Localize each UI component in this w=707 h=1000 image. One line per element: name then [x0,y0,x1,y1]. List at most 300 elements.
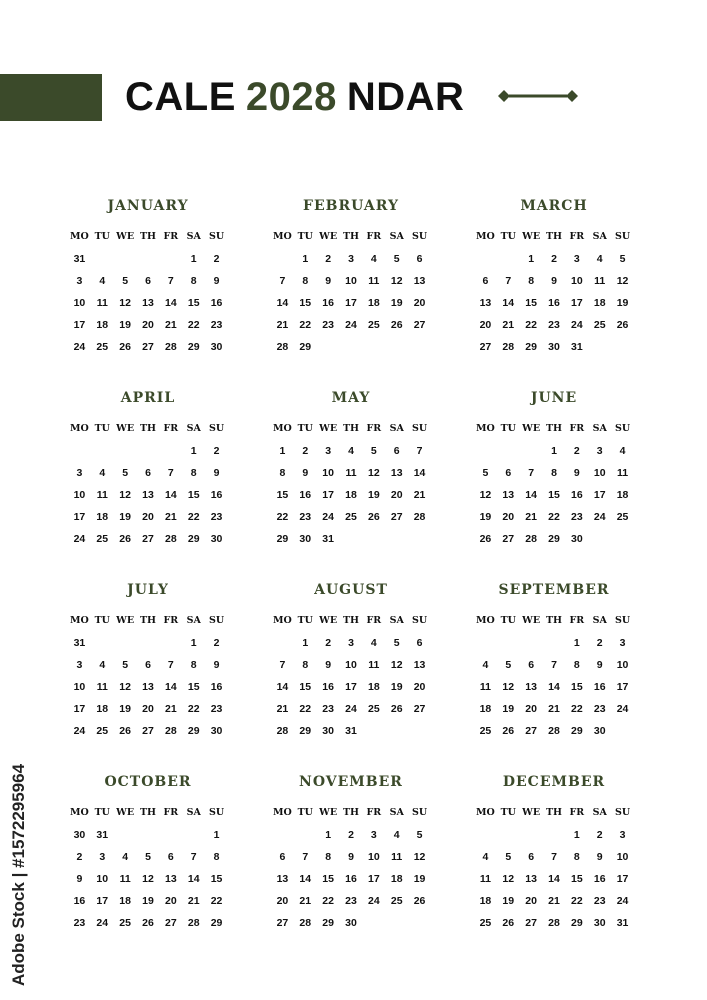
day-cell: 12 [142,873,154,885]
day-cell: 22 [571,703,583,715]
day-cell: 9 [213,467,220,479]
day-cell: 14 [276,681,289,693]
weekday-label: MO [70,807,89,818]
day-cell: 22 [322,895,334,907]
day-cell: 23 [571,511,583,523]
day-cell: 12 [368,467,380,479]
day-cell: 3 [619,637,626,649]
weekday-label: FR [569,807,585,818]
day-cell: 2 [325,253,332,265]
weekday-label: WE [319,807,338,818]
day-cell: 19 [142,895,154,907]
month-january [68,192,228,362]
day-cell: 28 [165,341,177,353]
weekday-label: SU [614,231,631,242]
day-cell: 23 [548,319,560,331]
month-march [474,192,634,362]
day-cell: 6 [145,659,151,671]
weekday-label: TH [545,423,563,434]
day-cell: 16 [210,297,223,309]
day-cell: 18 [368,297,380,309]
empty-day-cell [159,632,182,654]
weekday-label: WE [522,423,541,434]
day-cell: 15 [187,297,200,309]
day-cell: 13 [276,873,289,885]
empty-day-cell [137,824,160,846]
day-cell: 3 [348,637,354,649]
day-cell: 29 [571,725,583,737]
empty-day-cell [91,632,114,654]
day-cell: 19 [616,297,629,309]
day-cell: 23 [593,703,606,715]
empty-day-cell [294,824,317,846]
day-cell: 16 [210,489,223,501]
day-cell: 13 [413,275,426,287]
day-cell: 30 [593,725,606,737]
empty-day-cell [159,824,182,846]
day-cell: 10 [616,659,629,671]
day-cell: 26 [502,725,515,737]
month-october [68,768,228,938]
day-cell: 13 [525,681,537,693]
day-cell: 27 [276,917,289,929]
day-cell: 18 [593,297,606,309]
day-cell: 26 [413,895,426,907]
day-cell: 22 [299,703,312,715]
day-cell: 5 [122,275,129,287]
day-cell: 26 [616,319,629,331]
day-cell: 28 [165,533,177,545]
weekday-label: SU [411,423,428,434]
weekday-label: TH [342,423,360,434]
empty-day-cell [362,528,385,550]
day-cell: 2 [325,637,332,649]
day-cell: 20 [165,895,177,907]
day-cell: 26 [119,341,131,353]
empty-day-cell [385,720,408,742]
day-cell: 22 [548,511,560,523]
day-cell: 11 [479,681,491,693]
watermark [6,755,32,995]
day-cell: 21 [525,511,537,523]
day-cell: 11 [96,681,108,693]
day-cell: 25 [96,725,109,737]
weekday-label: FR [163,615,179,626]
day-cell: 26 [142,917,154,929]
day-cell: 7 [279,275,286,287]
weekday-label: MO [476,231,495,242]
day-cell: 1 [573,637,580,649]
empty-day-cell [497,440,520,462]
day-cell: 23 [210,703,223,715]
day-cell: 20 [525,703,537,715]
weekday-label: TH [139,423,157,434]
day-cell: 2 [302,445,309,457]
weekday-label: FR [366,615,382,626]
weekday-label: WE [116,231,135,242]
day-cell: 17 [73,511,86,523]
day-cell: 7 [528,467,535,479]
day-cell: 25 [345,511,357,523]
empty-day-cell [497,248,520,270]
day-cell: 13 [142,681,154,693]
weekday-label: TH [139,231,157,242]
weekday-label: SA [186,807,201,818]
day-cell: 13 [390,467,403,479]
day-cell: 24 [345,319,357,331]
day-cell: 10 [73,681,86,693]
day-cell: 9 [325,659,332,671]
day-cell: 17 [616,681,629,693]
day-cell: 29 [210,917,223,929]
empty-day-cell [317,336,340,358]
month-august [271,576,431,746]
day-cell: 10 [73,489,86,501]
weekday-label: WE [116,615,135,626]
day-cell: 9 [348,851,354,863]
month-name: MAY [331,390,371,406]
weekday-label: SA [186,231,201,242]
day-cell: 31 [96,829,109,841]
day-cell: 3 [76,275,83,287]
day-cell: 25 [479,725,492,737]
weekday-label: WE [319,231,338,242]
day-cell: 13 [165,873,177,885]
day-cell: 10 [322,467,334,479]
day-cell: 6 [528,659,535,671]
day-cell: 26 [390,703,403,715]
day-cell: 12 [616,275,629,287]
weekday-label: SU [614,423,631,434]
weekday-label: SA [186,615,201,626]
day-cell: 18 [479,895,492,907]
day-cell: 25 [96,341,109,353]
weekday-label: FR [163,807,179,818]
day-cell: 19 [502,895,515,907]
weekday-label: SA [389,231,404,242]
day-cell: 28 [276,341,289,353]
weekday-label: WE [522,615,541,626]
weekday-label: TU [297,807,313,818]
day-cell: 29 [187,533,200,545]
day-cell: 7 [551,659,557,671]
day-cell: 20 [276,895,289,907]
empty-day-cell [497,824,520,846]
day-cell: 23 [210,319,223,331]
empty-day-cell [114,824,137,846]
day-cell: 9 [213,275,220,287]
day-cell: 5 [505,851,512,863]
month-name: JUNE [530,390,578,406]
weekday-label: WE [319,423,338,434]
weekday-label: SU [208,615,225,626]
day-cell: 11 [617,467,629,479]
empty-day-cell [159,248,182,270]
empty-day-cell [474,632,497,654]
empty-day-cell [137,248,160,270]
day-cell: 8 [573,659,580,671]
day-cell: 22 [276,511,289,523]
weekday-label: FR [366,423,382,434]
day-cell: 5 [370,445,377,457]
day-cell: 17 [96,895,109,907]
day-cell: 17 [345,297,357,309]
empty-day-cell [340,336,363,358]
day-cell: 22 [187,703,200,715]
day-cell: 15 [571,873,583,885]
day-cell: 10 [345,659,357,671]
month-december [474,768,634,938]
day-grid [474,610,634,742]
weekday-label: TU [297,231,313,242]
day-cell: 19 [479,511,492,523]
day-cell: 25 [390,895,403,907]
day-cell: 25 [616,511,629,523]
day-cell: 29 [299,725,312,737]
day-cell: 16 [73,895,86,907]
day-cell: 18 [119,895,131,907]
empty-day-cell [543,824,566,846]
day-cell: 7 [551,851,557,863]
day-cell: 4 [482,851,489,863]
weekday-label: MO [70,231,89,242]
day-cell: 21 [165,319,177,331]
weekday-label: SA [389,807,404,818]
day-cell: 12 [502,873,515,885]
day-cell: 10 [73,297,86,309]
day-cell: 15 [187,681,200,693]
empty-day-cell [137,440,160,462]
day-cell: 4 [596,253,603,265]
day-cell: 1 [551,445,557,457]
day-cell: 27 [142,533,154,545]
title-part-1: CALE [125,74,236,119]
weekday-label: FR [569,615,585,626]
day-cell: 2 [213,253,220,265]
day-cell: 27 [525,725,537,737]
day-cell: 19 [390,681,403,693]
day-cell: 2 [596,829,603,841]
day-cell: 21 [276,703,289,715]
day-cell: 20 [413,297,426,309]
day-cell: 25 [96,533,109,545]
day-cell: 3 [596,445,603,457]
day-cell: 27 [525,917,537,929]
day-cell: 29 [299,341,312,353]
day-cell: 14 [413,467,426,479]
day-cell: 4 [393,829,400,841]
weekday-label: SA [186,423,201,434]
day-cell: 19 [119,319,131,331]
weekday-label: TH [545,231,563,242]
day-cell: 23 [210,511,223,523]
empty-day-cell [114,440,137,462]
day-cell: 10 [368,851,380,863]
day-cell: 15 [299,297,312,309]
day-cell: 28 [187,917,200,929]
day-cell: 16 [210,681,223,693]
day-cell: 25 [479,917,492,929]
day-cell: 16 [322,297,334,309]
day-cell: 22 [187,319,200,331]
weekday-label: SU [411,231,428,242]
day-cell: 15 [525,297,537,309]
day-cell: 7 [279,659,286,671]
day-cell: 21 [502,319,515,331]
month-name: SEPTEMBER [498,582,610,598]
weekday-label: TH [342,615,360,626]
day-cell: 24 [593,511,606,523]
weekday-label: WE [116,423,135,434]
day-cell: 5 [482,467,489,479]
day-cell: 6 [145,275,151,287]
weekday-label: SA [592,231,607,242]
day-cell: 11 [96,489,108,501]
empty-day-cell [474,440,497,462]
day-cell: 11 [594,275,606,287]
day-cell: 15 [276,489,289,501]
day-cell: 26 [368,511,380,523]
day-cell: 5 [122,659,129,671]
month-may [271,384,431,554]
weekday-label: MO [273,423,292,434]
empty-day-cell [474,248,497,270]
day-cell: 30 [345,917,357,929]
day-cell: 19 [413,873,426,885]
day-grid [271,802,431,934]
weekday-label: SU [208,231,225,242]
day-cell: 25 [119,917,131,929]
day-cell: 4 [99,659,106,671]
day-cell: 21 [413,489,426,501]
weekday-label: FR [569,423,585,434]
weekday-label: FR [366,231,382,242]
day-cell: 5 [416,829,423,841]
day-cell: 8 [325,851,332,863]
day-cell: 8 [528,275,535,287]
weekday-label: SU [411,807,428,818]
empty-day-cell [114,632,137,654]
weekday-label: TH [342,807,360,818]
day-cell: 14 [299,873,312,885]
day-cell: 5 [393,253,400,265]
weekday-label: TU [500,423,516,434]
month-name: NOVEMBER [299,774,403,790]
day-cell: 3 [76,467,83,479]
day-cell: 22 [210,895,223,907]
day-cell: 5 [145,851,151,863]
month-february [271,192,431,362]
day-cell: 28 [502,341,515,353]
day-cell: 10 [593,467,606,479]
day-cell: 12 [390,275,403,287]
day-cell: 4 [348,445,354,457]
empty-day-cell [588,528,611,550]
weekday-label: SU [208,807,225,818]
day-cell: 24 [616,703,629,715]
weekday-label: TH [139,807,157,818]
day-cell: 7 [167,275,174,287]
day-cell: 6 [393,445,400,457]
day-cell: 2 [551,253,557,265]
day-cell: 11 [391,851,403,863]
day-cell: 2 [76,851,83,863]
month-name: JANUARY [107,198,189,214]
day-cell: 3 [325,445,332,457]
day-cell: 8 [190,467,197,479]
day-cell: 4 [619,445,626,457]
day-cell: 5 [505,659,512,671]
empty-day-cell [362,912,385,934]
day-cell: 16 [345,873,357,885]
weekday-label: TU [94,615,110,626]
day-cell: 14 [548,681,560,693]
day-cell: 28 [276,725,289,737]
day-cell: 28 [525,533,537,545]
day-cell: 24 [322,511,334,523]
weekday-label: SA [389,423,404,434]
day-cell: 27 [142,341,154,353]
day-cell: 5 [619,253,626,265]
empty-day-cell [408,720,431,742]
day-cell: 4 [99,467,106,479]
day-cell: 6 [416,253,423,265]
day-cell: 4 [99,275,106,287]
day-cell: 23 [322,703,334,715]
day-cell: 2 [348,829,354,841]
day-cell: 25 [368,319,380,331]
empty-day-cell [408,528,431,550]
day-cell: 27 [165,917,177,929]
day-cell: 13 [413,659,426,671]
day-cell: 12 [479,489,492,501]
day-cell: 1 [279,445,286,457]
day-cell: 7 [505,275,512,287]
day-cell: 19 [368,489,380,501]
day-cell: 8 [302,275,309,287]
day-cell: 10 [345,275,357,287]
day-cell: 30 [322,725,334,737]
day-cell: 16 [322,681,334,693]
empty-day-cell [114,248,137,270]
weekday-label: WE [522,231,541,242]
day-cell: 1 [190,637,197,649]
day-cell: 30 [548,341,560,353]
day-cell: 7 [416,445,423,457]
day-cell: 30 [210,533,223,545]
day-cell: 6 [145,467,151,479]
day-cell: 1 [190,445,197,457]
day-cell: 31 [571,341,583,353]
day-cell: 21 [165,703,177,715]
day-cell: 18 [345,489,357,501]
weekday-label: MO [476,423,495,434]
day-cell: 20 [142,319,154,331]
empty-day-cell [611,720,634,742]
day-cell: 7 [302,851,309,863]
day-cell: 15 [322,873,334,885]
empty-day-cell [520,632,543,654]
day-cell: 19 [119,511,131,523]
day-cell: 11 [345,467,357,479]
empty-day-cell [91,248,114,270]
weekday-label: MO [273,231,292,242]
day-cell: 6 [167,851,174,863]
day-cell: 17 [616,873,629,885]
day-cell: 20 [502,511,515,523]
day-cell: 9 [302,467,309,479]
weekday-label: SA [592,807,607,818]
